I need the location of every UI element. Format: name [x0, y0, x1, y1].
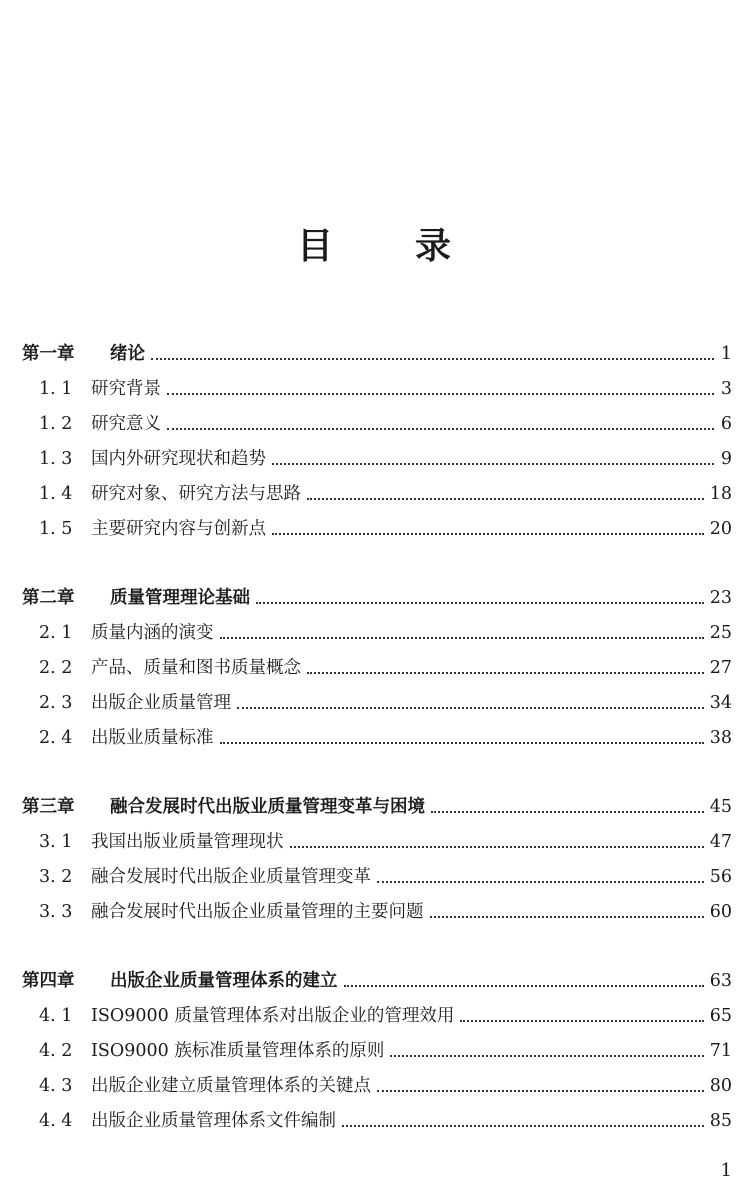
- section-entry-number: 2. 1: [39, 623, 73, 643]
- section-entry[interactable]: [22, 679, 732, 714]
- section-entry-page: 38: [709, 728, 732, 748]
- dot-leader: [307, 498, 704, 500]
- section-entry-number: 1. 2: [39, 414, 73, 434]
- section-entry-page: 18: [709, 484, 732, 504]
- section-entry[interactable]: [22, 1062, 732, 1097]
- section-entry-page: 34: [709, 693, 732, 713]
- section-entry-title: 出版企业质量管理: [91, 693, 231, 713]
- section-entry-number: 2. 3: [39, 693, 73, 713]
- section-entry-number: 4. 2: [39, 1041, 73, 1061]
- section-entry-page: 85: [709, 1111, 732, 1131]
- section-entry-number: 3. 3: [39, 902, 73, 922]
- chapter-block: [22, 330, 732, 540]
- dot-leader: [307, 672, 704, 674]
- section-entry-number: 3. 1: [39, 832, 73, 852]
- section-entry-page: 3: [720, 379, 732, 399]
- dot-leader: [167, 428, 714, 430]
- chapter-entry-page: 63: [709, 971, 732, 991]
- section-entry[interactable]: [22, 400, 732, 435]
- dot-leader: [290, 846, 704, 848]
- dot-leader: [431, 811, 704, 813]
- section-entry-page: 60: [709, 902, 732, 922]
- section-entry[interactable]: [22, 714, 732, 749]
- section-entry-number: 2. 2: [39, 658, 73, 678]
- page-title: [0, 218, 750, 269]
- page-number: 1: [720, 1160, 732, 1181]
- section-entry[interactable]: [22, 505, 732, 540]
- section-entry-title: 质量内涵的演变: [91, 623, 214, 643]
- dot-leader: [237, 707, 704, 709]
- title-right-char: 录: [415, 225, 454, 267]
- section-entry[interactable]: [22, 644, 732, 679]
- section-entry-title: 研究背景: [91, 379, 161, 399]
- chapter-block: [22, 957, 732, 1132]
- section-entry-page: 47: [709, 832, 732, 852]
- section-entry-title: 融合发展时代出版企业质量管理变革: [91, 867, 371, 887]
- section-entry-page: 80: [709, 1076, 732, 1096]
- section-entry-number: 1. 3: [39, 449, 73, 469]
- chapter-block: [22, 783, 732, 923]
- chapter-block: [22, 574, 732, 749]
- dot-leader: [390, 1055, 703, 1057]
- section-entry-page: 65: [709, 1006, 732, 1026]
- section-entry[interactable]: [22, 435, 732, 470]
- dot-leader: [342, 1125, 704, 1127]
- section-entry-page: 56: [709, 867, 732, 887]
- section-entry-title: 主要研究内容与创新点: [91, 519, 266, 539]
- dot-leader: [344, 985, 704, 987]
- section-entry[interactable]: [22, 992, 732, 1027]
- section-entry[interactable]: [22, 1027, 732, 1062]
- section-entry-title: 研究对象、研究方法与思路: [91, 484, 301, 504]
- chapter-entry-number: 第二章: [22, 588, 75, 608]
- dot-leader: [220, 742, 704, 744]
- section-entry-title: 出版业质量标准: [91, 728, 214, 748]
- section-entry-page: 20: [709, 519, 732, 539]
- section-entry-title: 产品、质量和图书质量概念: [91, 658, 301, 678]
- dot-leader: [272, 463, 714, 465]
- section-entry[interactable]: [22, 609, 732, 644]
- dot-leader: [377, 1090, 704, 1092]
- chapter-entry-page: 1: [720, 344, 732, 364]
- section-entry-number: 1. 4: [39, 484, 73, 504]
- dot-leader: [460, 1020, 703, 1022]
- dot-leader: [430, 916, 704, 918]
- section-entry-number: 4. 1: [39, 1006, 73, 1026]
- section-entry-page: 27: [709, 658, 732, 678]
- chapter-entry-number: 第一章: [22, 344, 75, 364]
- section-entry-page: 6: [720, 414, 732, 434]
- section-entry[interactable]: [22, 1097, 732, 1132]
- section-entry-number: 1. 1: [39, 379, 73, 399]
- chapter-entry[interactable]: [22, 330, 732, 365]
- dot-leader: [272, 533, 704, 535]
- chapter-entry-page: 23: [709, 588, 732, 608]
- section-entry-number: 2. 4: [39, 728, 73, 748]
- section-entry-title: 融合发展时代出版企业质量管理的主要问题: [91, 902, 424, 922]
- section-entry-title: 出版企业质量管理体系文件编制: [91, 1111, 336, 1131]
- section-entry-title: 研究意义: [91, 414, 161, 434]
- section-entry-number: 4. 3: [39, 1076, 73, 1096]
- section-entry-number: 3. 2: [39, 867, 73, 887]
- section-entry-title: ISO9000 族标准质量管理体系的原则: [91, 1041, 385, 1061]
- chapter-entry[interactable]: [22, 957, 732, 992]
- section-entry-page: 9: [720, 449, 732, 469]
- section-entry[interactable]: [22, 365, 732, 400]
- section-entry[interactable]: [22, 853, 732, 888]
- dot-leader: [167, 393, 714, 395]
- section-entry-number: 1. 5: [39, 519, 73, 539]
- dot-leader: [377, 881, 704, 883]
- section-entry-title: 出版企业建立质量管理体系的关键点: [91, 1076, 371, 1096]
- chapter-entry[interactable]: [22, 783, 732, 818]
- section-entry[interactable]: [22, 818, 732, 853]
- section-entry-title: 国内外研究现状和趋势: [91, 449, 266, 469]
- section-entry-title: ISO9000 质量管理体系对出版企业的管理效用: [91, 1006, 455, 1026]
- chapter-entry-title: 出版企业质量管理体系的建立: [110, 971, 338, 991]
- table-of-contents: [22, 330, 732, 1166]
- title-left-char: 目: [296, 225, 335, 267]
- section-entry-page: 25: [709, 623, 732, 643]
- section-entry[interactable]: [22, 888, 732, 923]
- section-entry-number: 4. 4: [39, 1111, 73, 1131]
- chapter-entry-title: 绪论: [110, 344, 145, 364]
- chapter-entry-number: 第三章: [22, 797, 75, 817]
- section-entry-title: 我国出版业质量管理现状: [91, 832, 284, 852]
- chapter-entry-title: 融合发展时代出版业质量管理变革与困境: [110, 797, 425, 817]
- section-entry[interactable]: [22, 470, 732, 505]
- dot-leader: [256, 602, 704, 604]
- chapter-entry-page: 45: [709, 797, 732, 817]
- chapter-entry-number: 第四章: [22, 971, 75, 991]
- dot-leader: [220, 637, 704, 639]
- dot-leader: [151, 358, 714, 360]
- chapter-entry-title: 质量管理理论基础: [110, 588, 250, 608]
- chapter-entry[interactable]: [22, 574, 732, 609]
- section-entry-page: 71: [709, 1041, 732, 1061]
